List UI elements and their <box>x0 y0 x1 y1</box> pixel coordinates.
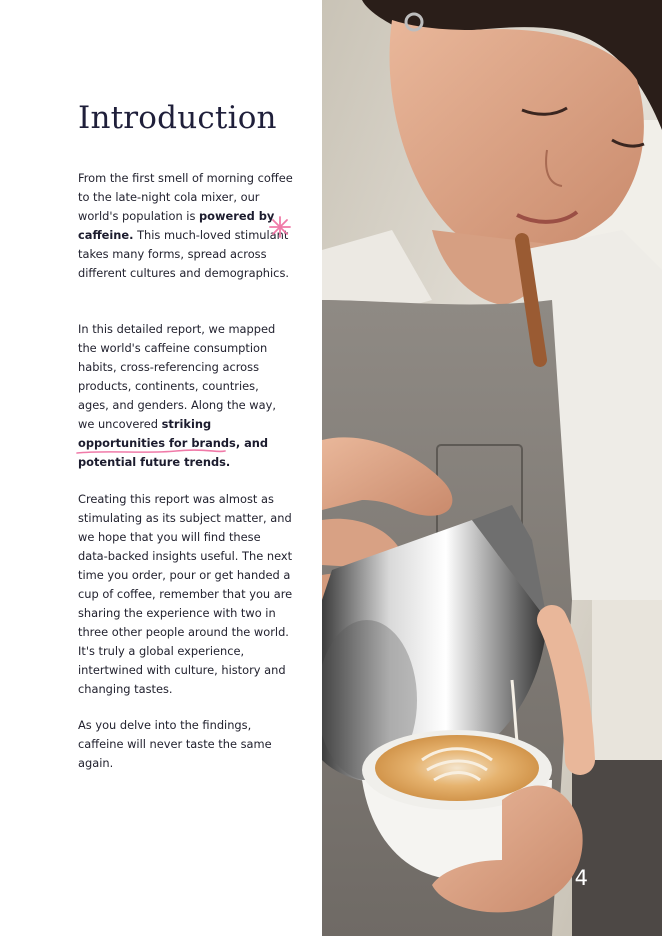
intro-paragraph-1 <box>78 169 293 283</box>
p3-text-1: Creating this report was almost as stimulating as its subject matter, and we hope that you will find these data-backed insights useful. The next time you order, pour or get handed a cup of coffee, remember that you are sharing the experience with two in three other people around the world. It's truly a global experience, intertwined with culture, history and changing tastes. <box>78 492 293 696</box>
sparkle-icon <box>268 215 292 239</box>
p1-text-1: From the first smell of morning coffee to the late-night cola mixer, our world's population is <box>78 171 293 223</box>
p1-text-2: This much-loved stimulant takes many forms, spread across different cultures and demographics. <box>78 228 290 280</box>
page-title: Introduction <box>78 100 277 136</box>
p2-text-1: In this detailed report, we mapped the world's caffeine consumption habits, cross-referencing across products, continents, countries, ages, and genders. Along the way, we uncovered <box>78 322 276 431</box>
p4-text-1: As you delve into the findings, caffeine will never taste the same again. <box>78 718 272 770</box>
p2-bold-striking-opportunities: striking opportunities for brands, and potential future trends. <box>78 417 269 469</box>
intro-paragraph-4 <box>78 716 293 773</box>
intro-paragraph-3 <box>78 490 293 699</box>
page-number: 4 <box>574 866 588 890</box>
photo-illustration <box>322 0 662 936</box>
pink-underline-highlight <box>76 448 226 456</box>
p1-bold-powered-by-caffeine: powered by caffeine. <box>78 209 275 242</box>
text-column <box>0 0 322 936</box>
barista-latte-art-photo <box>322 0 662 936</box>
